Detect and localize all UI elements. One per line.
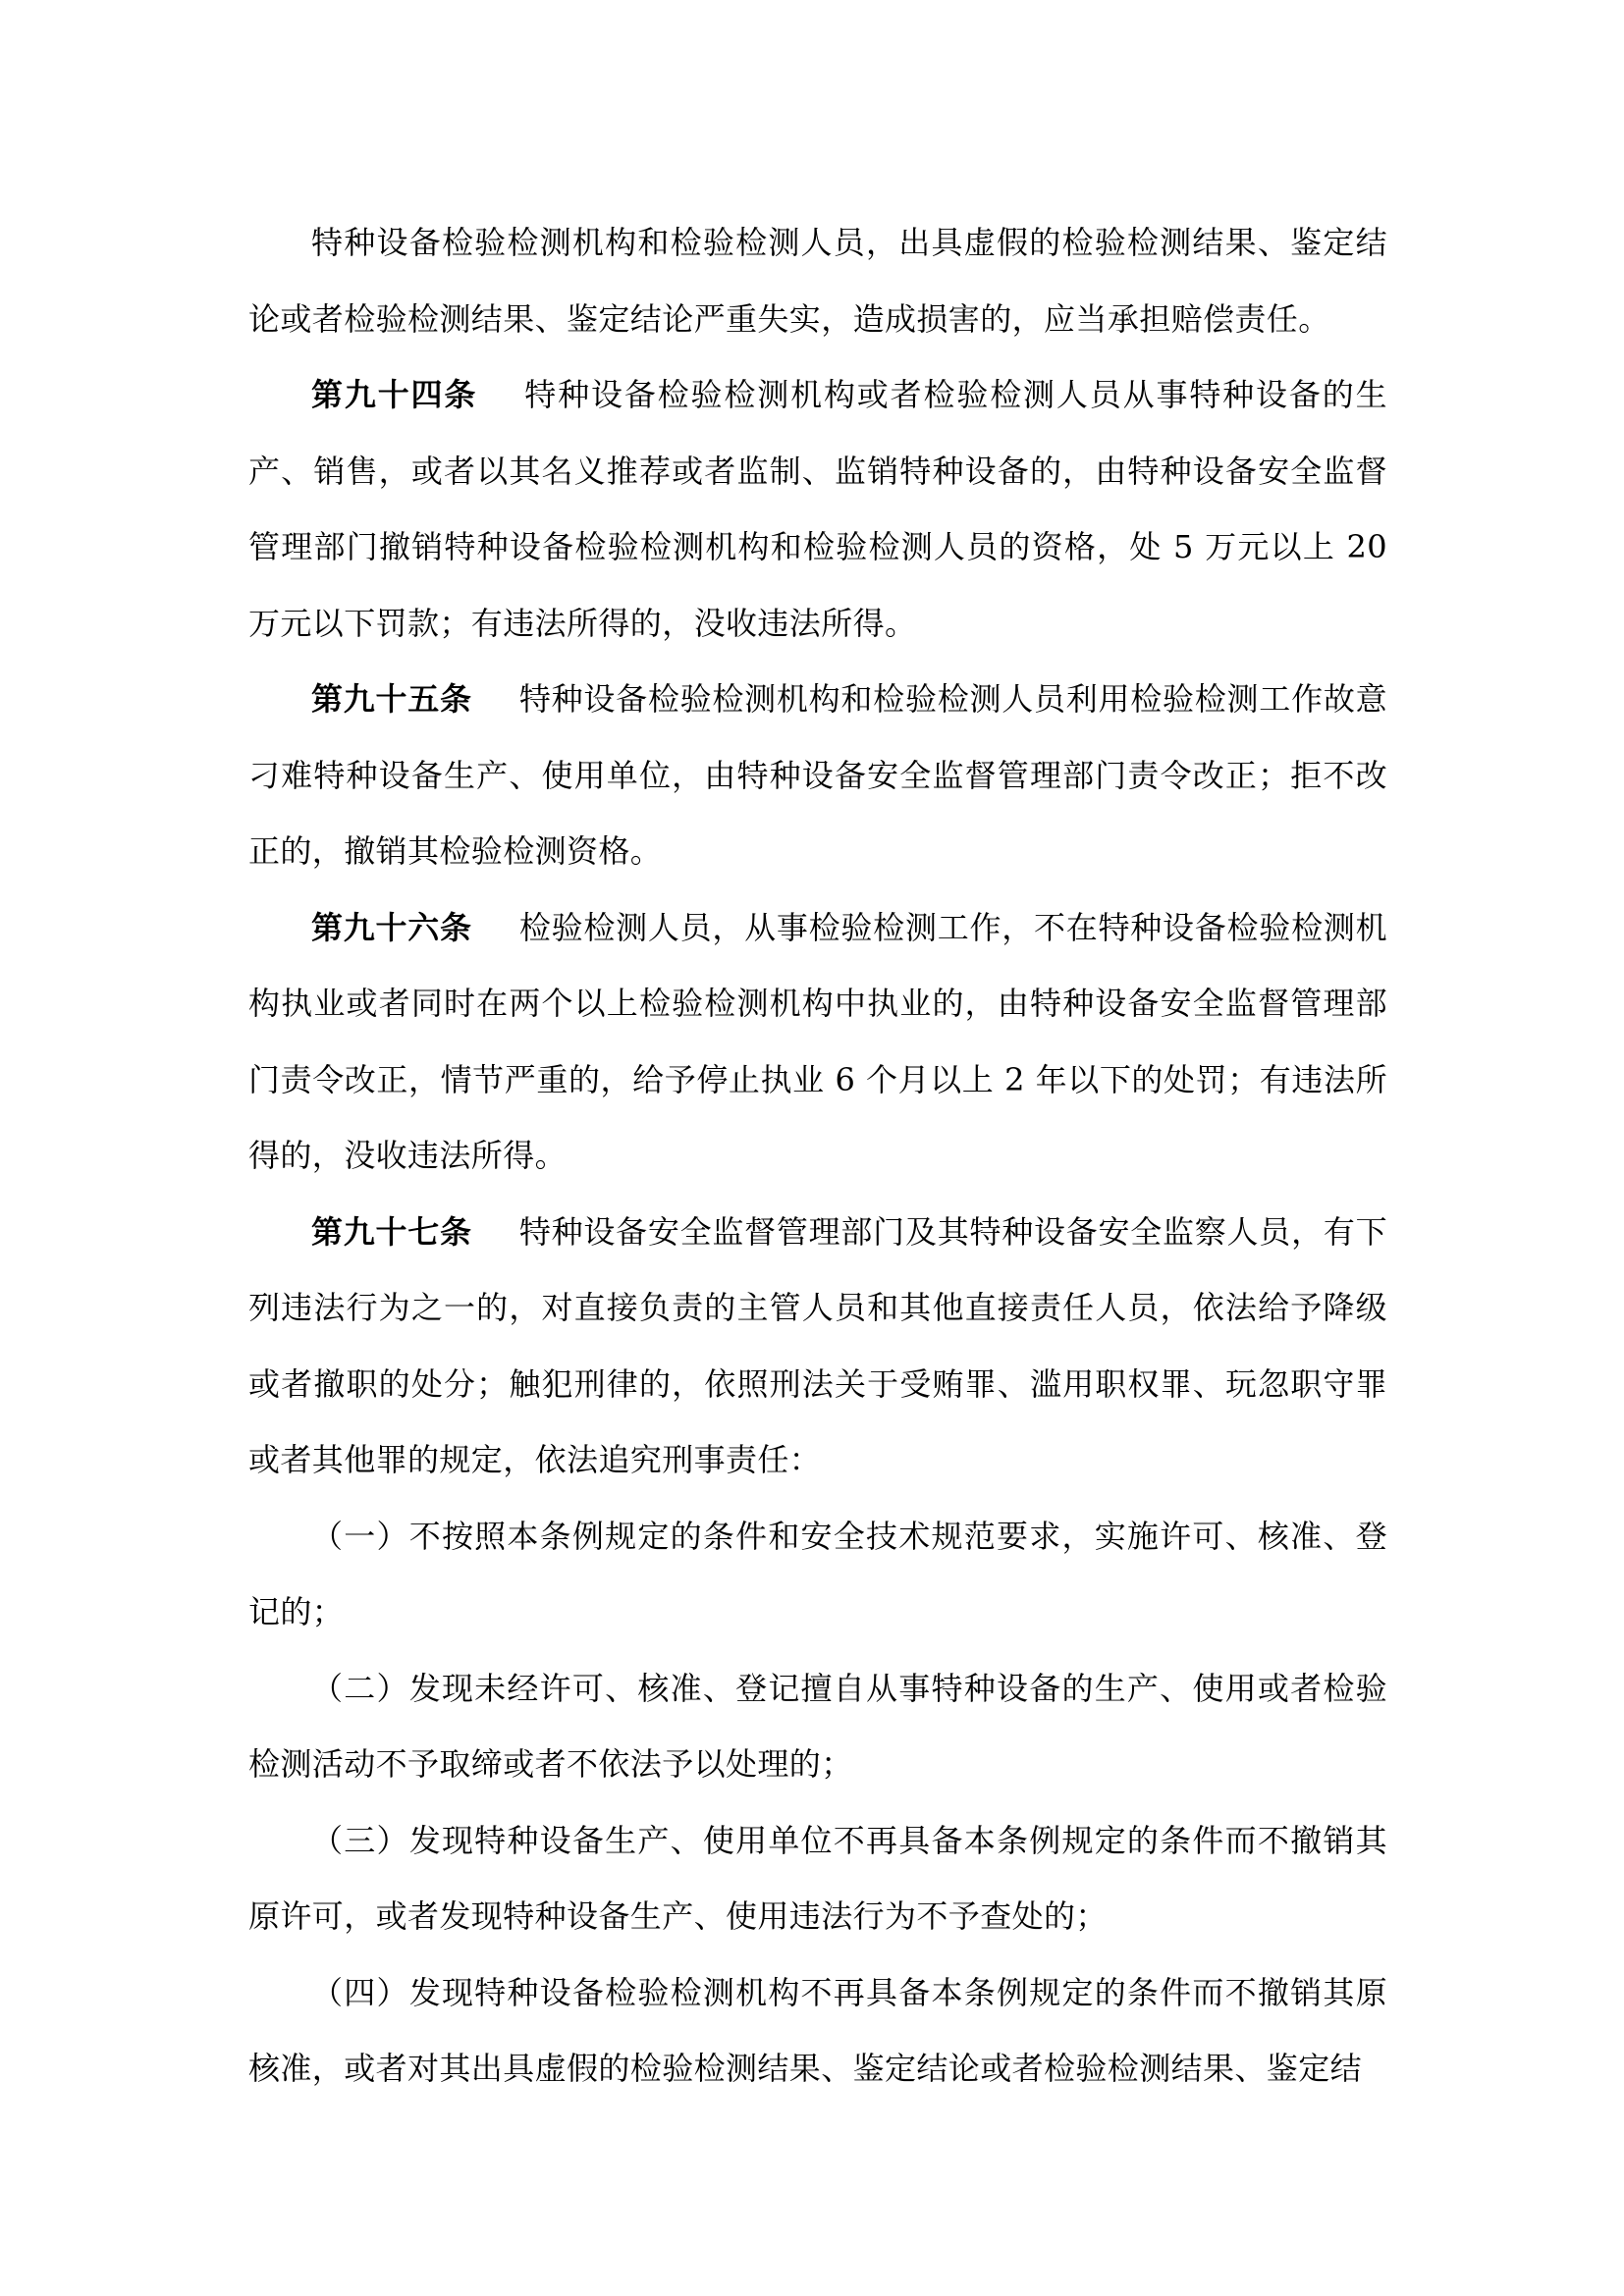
list-item-2 bbox=[248, 1651, 1387, 1803]
list-item-1 bbox=[248, 1499, 1387, 1651]
paragraph-1 bbox=[248, 205, 1387, 357]
article-96 bbox=[248, 890, 1387, 1195]
article-text: 特种设备安全监督管理部门及其特种设备安全监察人员，有下列违法行为之一的，对直接负责的主管人员和其他直接责任人员，依法给予降级或者撤职的处分；触犯刑律的，依照刑法关于受贿罪、滥用职权罪、玩忽职守罪或者其他罪的规定，依法追究刑事责任： bbox=[248, 1212, 1387, 1478]
article-text: 特种设备检验检测机构和检验检测人员利用检验检测工作故意刁难特种设备生产、使用单位，由特种设备安全监督管理部门责令改正；拒不改正的，撤销其检验检测资格。 bbox=[248, 680, 1387, 870]
list-item-3 bbox=[248, 1803, 1387, 1955]
paragraph-text: 特种设备检验检测机构和检验检测人员，出具虚假的检验检测结果、鉴定结论或者检验检测结果、鉴定结论严重失实，造成损害的，应当承担赔偿责任。 bbox=[248, 224, 1387, 338]
article-97 bbox=[248, 1195, 1387, 1499]
list-item-text: （一）不按照本条例规定的条件和安全技术规范要求，实施许可、核准、登记的； bbox=[248, 1517, 1387, 1630]
article-text: 检验检测人员，从事检验检测工作，不在特种设备检验检测机构执业或者同时在两个以上检验检测机构中执业的，由特种设备安全监督管理部门责令改正，情节严重的，给予停止执业 6 个月以上 2 年以下的处罚；有违法所得的，没收违法所得。 bbox=[248, 908, 1387, 1174]
article-95 bbox=[248, 662, 1387, 890]
article-heading: 第九十四条 bbox=[311, 376, 478, 413]
article-heading: 第九十七条 bbox=[311, 1212, 472, 1251]
document-body bbox=[248, 205, 1387, 2108]
article-heading: 第九十五条 bbox=[311, 680, 472, 718]
article-94 bbox=[248, 357, 1387, 662]
list-item-4 bbox=[248, 1955, 1387, 2108]
list-item-text: （四）发现特种设备检验检测机构不再具备本条例规定的条件而不撤销其原核准，或者对其出具虚假的检验检测结果、鉴定结论或者检验检测结果、鉴定结 bbox=[248, 1973, 1387, 2087]
article-text: 特种设备检验检测机构或者检验检测人员从事特种设备的生产、销售，或者以其名义推荐或者监制、监销特种设备的，由特种设备安全监督管理部门撤销特种设备检验检测机构和检验检测人员的资格，处 5 万元以上 20 万元以下罚款；有违法所得的，没收违法所得。 bbox=[248, 376, 1387, 642]
article-heading: 第九十六条 bbox=[311, 908, 472, 946]
list-item-text: （二）发现未经许可、核准、登记擅自从事特种设备的生产、使用或者检验检测活动不予取缔或者不依法予以处理的； bbox=[248, 1669, 1387, 1783]
list-item-text: （三）发现特种设备生产、使用单位不再具备本条例规定的条件而不撤销其原许可，或者发现特种设备生产、使用违法行为不予查处的； bbox=[248, 1821, 1387, 1935]
